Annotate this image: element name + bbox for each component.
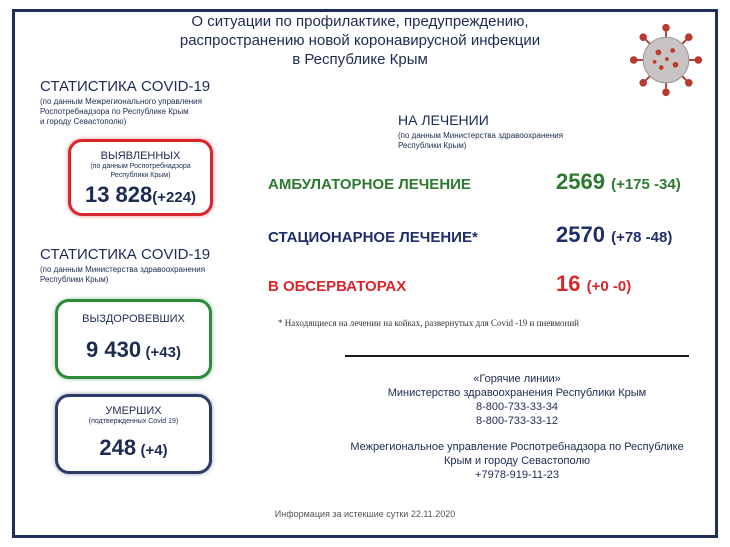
outpatient-delta: (+175 -34) [611, 176, 681, 193]
detected-value: 13 828 [84, 182, 153, 207]
treatment-source-line-1: (по данным Министерства здравоохранения [398, 131, 564, 140]
stats-ministry-title: СТАТИСТИКА COVID-19 [40, 246, 211, 263]
detected-sub [71, 162, 210, 180]
detected-delta: (+224) [152, 189, 197, 206]
stats-rpn-source-line-2: Роспотребнадзора по Республике Крым [40, 107, 189, 116]
outpatient-value: 2569 [556, 169, 605, 194]
hotlines-gap [345, 428, 689, 440]
recovered-value-row [58, 337, 209, 363]
recovered-value: 9 430 [86, 337, 142, 362]
hotlines [345, 372, 689, 482]
stats-rpn-source-line-1: (по данным Межрегионального управления [40, 97, 202, 106]
observatory-label: В ОБСЕРВАТОРАХ [268, 278, 407, 295]
footer-date: Информация за истекшие сутки 22.11.2020 [274, 509, 456, 519]
stats-ministry-source-line-2: Республики Крым) [40, 275, 109, 284]
recovered-delta: (+43) [145, 344, 181, 361]
outpatient-label: АМБУЛАТОРНОЕ ЛЕЧЕНИЕ [268, 176, 471, 193]
treatment-source-line-2: Республики Крым) [398, 141, 467, 150]
treatment-source [398, 131, 563, 151]
hotlines-title: «Горячие линии» [473, 373, 561, 385]
title-line-2: распространению новой коронавирусной инфекции [179, 32, 541, 49]
inpatient-value: 2570 [556, 222, 605, 247]
hotlines-phone-2: 8-800-733-33-12 [476, 415, 558, 427]
title-line-3: в Республике Крым [292, 51, 428, 68]
page-title [150, 12, 570, 69]
detected-label: ВЫЯВЛЕННЫХ [100, 150, 181, 162]
hotlines-rpn-line-1: Межрегиональное управление Роспотребнадзора по Республике [350, 441, 684, 453]
detected-sub-line-2: Республики Крым) [110, 172, 171, 179]
coronavirus-icon [628, 22, 704, 98]
outpatient-value-row [556, 169, 681, 195]
deceased-box [55, 394, 212, 474]
observatory-value: 16 [556, 271, 581, 296]
deceased-delta: (+4) [140, 442, 168, 459]
inpatient-delta: (+78 -48) [611, 229, 673, 246]
hotlines-rpn-line-2: Крым и городу Севастополю [443, 455, 591, 467]
detected-value-row [71, 182, 210, 208]
stats-ministry-source-line-1: (по данным Министерства здравоохранения [40, 265, 206, 274]
stats-rpn-title: СТАТИСТИКА COVID-19 [40, 78, 211, 95]
divider [345, 355, 689, 357]
inpatient-value-row [556, 222, 672, 248]
observatory-delta: (+0 -0) [586, 278, 632, 295]
stats-rpn-source-line-3: и городу Севастополю) [40, 117, 127, 126]
detected-box [68, 139, 213, 216]
inpatient-label: СТАЦИОНАРНОЕ ЛЕЧЕНИЕ* [268, 229, 478, 246]
detected-sub-line-1: (по данным Роспотребнадзора [90, 163, 191, 170]
deceased-sub: (подтвержденных Covid 19) [88, 418, 179, 425]
hotlines-phone-1: 8-800-733-33-34 [476, 401, 558, 413]
deceased-label: УМЕРШИХ [105, 405, 162, 417]
treatment-title: НА ЛЕЧЕНИИ [398, 112, 489, 128]
stats-rpn-source [40, 97, 202, 127]
deceased-value: 248 [99, 435, 137, 460]
title-line-1: О ситуации по профилактике, предупреждению, [191, 13, 529, 30]
recovered-label: ВЫЗДОРОВЕВШИХ [82, 313, 185, 325]
hotlines-ministry: Министерство здравоохранения Республики Крым [387, 387, 647, 399]
recovered-box [55, 299, 212, 379]
observatory-value-row [556, 271, 631, 297]
hotlines-phone-3: +7978-919-11-23 [475, 469, 559, 481]
treatment-footnote: * Находящиеся на лечении на койках, развернутых для Covid -19 и пневмоний [278, 318, 579, 328]
stats-ministry-source [40, 265, 205, 285]
deceased-value-row [58, 435, 209, 461]
